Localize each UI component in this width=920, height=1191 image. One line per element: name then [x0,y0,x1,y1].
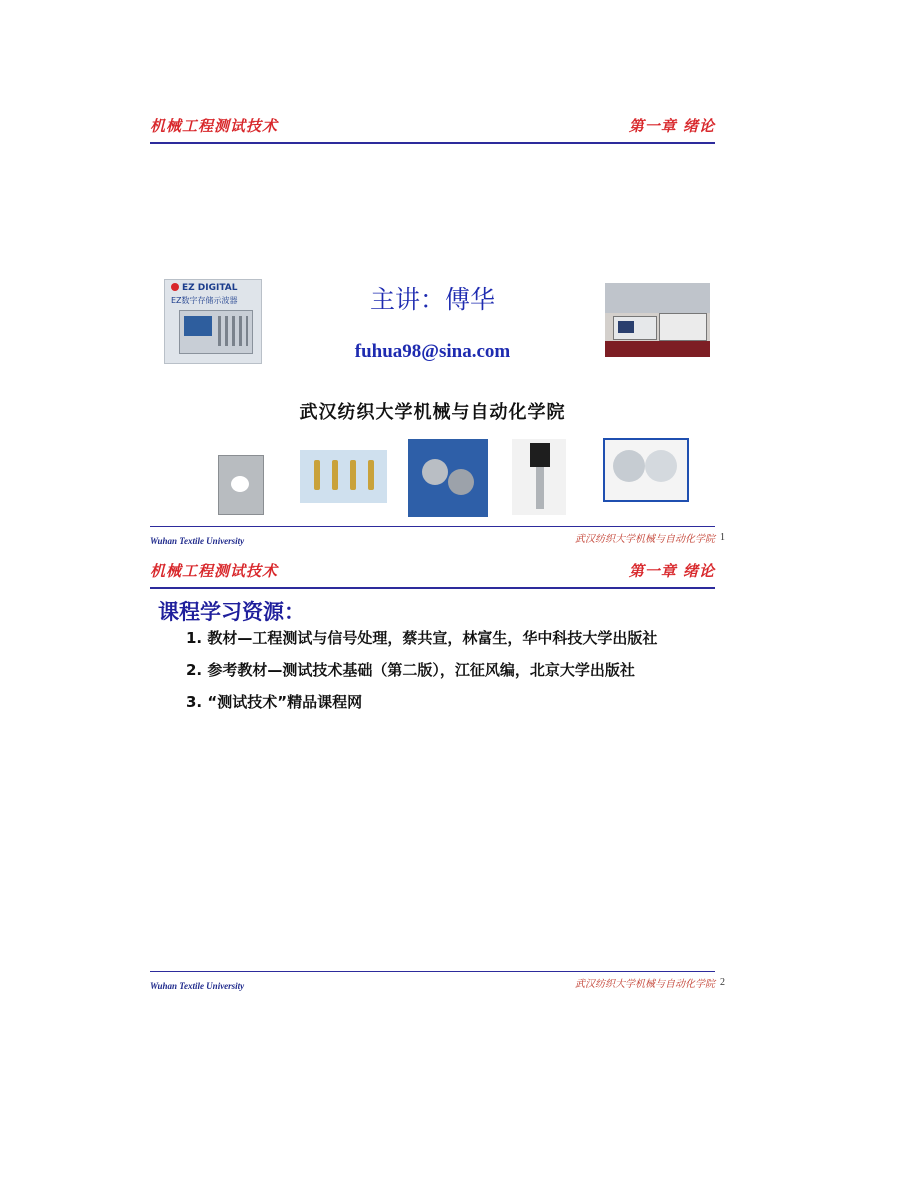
piezo-sensors-image [300,450,387,503]
oscilloscope-brand: EZ DIGITAL [171,283,238,293]
flow-sensor-dial-2 [645,450,677,482]
sensor-probe [314,460,320,490]
course-title: 机械工程测试技术 [150,562,279,580]
lab-oscilloscope-screen [618,321,634,333]
page-number: 2 [720,977,725,988]
speaker-email: fuhua98@sina.com [354,341,511,362]
page-number: 1 [720,532,725,543]
flow-sensor-image [603,438,689,502]
sensor-probe [368,460,374,490]
accelerometer-image [408,439,488,517]
institute-name: 武汉纺织大学机械与自动化学院 [299,402,566,423]
resources-title: 课程学习资源： [158,600,305,624]
footer-college: 武汉纺织大学机械与自动化学院 [575,979,715,990]
pressure-transmitter-image [512,439,566,515]
lab-oscilloscope [613,316,657,340]
resources-list [186,628,711,724]
lab-signal-generator [659,313,707,341]
slide-1 [150,115,725,550]
transmitter-head [530,443,550,467]
lab-background [605,283,710,313]
transmitter-stem [536,467,544,509]
sensor-probe [332,460,338,490]
accelerometer-b [448,469,474,495]
oscilloscope-screen [184,316,212,336]
footer-university: Wuhan Textile University [150,981,245,991]
footer-college: 武汉纺织大学机械与自动化学院 [575,534,715,545]
resource-item: 3. “测试技术”精品课程网 [186,693,363,711]
header-rule [150,142,715,144]
lab-instruments-image [605,283,710,357]
resource-item: 2. 参考教材—测试技术基础（第二版），江征风编，北京大学出版社 [186,661,635,679]
resource-item: 1. 教材—工程测试与信号处理，蔡共宣，林富生，华中科技大学出版社 [186,629,658,647]
lab-table [605,341,710,357]
slide-2 [150,560,725,995]
sensor-probe [350,460,356,490]
footer-university: Wuhan Textile University [150,536,245,546]
chapter-title: 第一章 绪论 [628,562,715,580]
oscilloscope-model: EZ数字存储示波器 [171,296,238,305]
s-type-load-cell-image [212,449,268,517]
header-rule [150,587,715,589]
flow-sensor-dial-1 [613,450,645,482]
speaker-name: 主讲：傅华 [369,285,495,314]
accelerometer-a [422,459,448,485]
course-title: 机械工程测试技术 [150,117,279,135]
footer-rule [150,526,715,527]
load-cell-body [218,455,264,515]
footer-rule [150,971,715,972]
chapter-title: 第一章 绪论 [628,117,715,135]
